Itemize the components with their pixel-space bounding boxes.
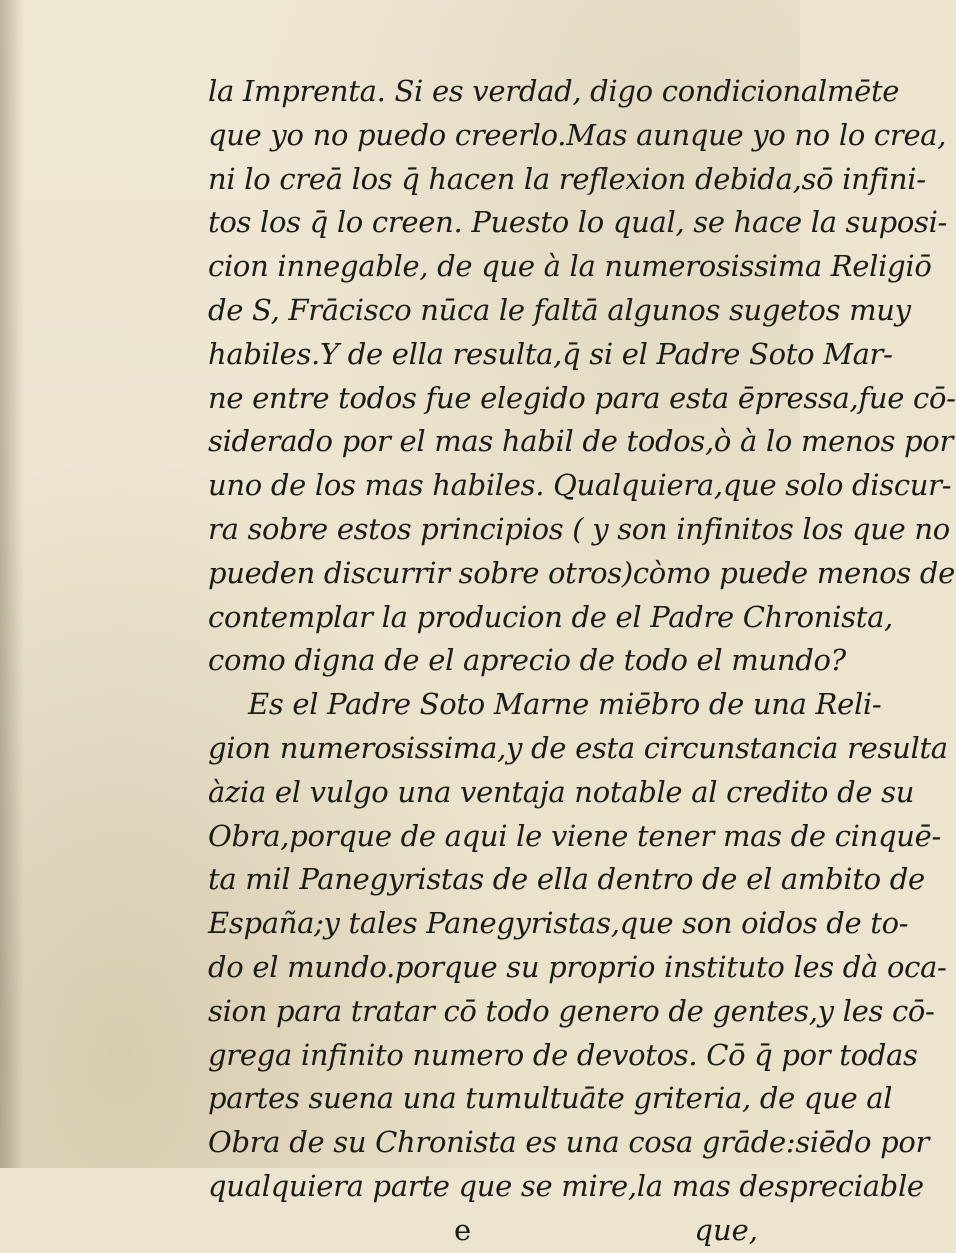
signature-mark: e: [454, 1212, 472, 1247]
text-line: tos los q̄ lo creen. Puesto lo qual, se hace la suposi-: [208, 205, 948, 240]
text-line: cion innegable, de que à la numerosissima Religiō: [208, 249, 932, 284]
text-line: gion numerosissima,y de esta circunstancia resulta: [208, 730, 948, 765]
text-line: habiles.Y de ella resulta,q̄ si el Padre Soto Mar-: [208, 336, 893, 371]
text-line: Obra de su Chronista es una cosa grāde:siēdo por: [208, 1125, 930, 1160]
paragraph-start-line: Es el Padre Soto Marne miēbro de una Reli-: [248, 687, 882, 722]
text-line: siderado por el mas habil de todos,ò à lo menos por: [208, 424, 954, 459]
text-line: de S, Frācisco nūca le faltā algunos sugetos muy: [208, 292, 911, 327]
text-line: ta mil Panegyristas de ella dentro de el ambito de: [208, 862, 925, 897]
text-line: sion para tratar cō todo genero de gentes,y les cō-: [208, 993, 935, 1028]
text-line: contemplar la producion de el Padre Chronista,: [208, 599, 893, 634]
body-text: [208, 70, 956, 1253]
text-line: Obra,porque de aqui le viene tener mas de cinquē-: [208, 818, 941, 853]
page-footer: [208, 1209, 768, 1253]
text-line: como digna de el aprecio de todo el mundo?: [208, 643, 846, 678]
text-line: uno de los mas habiles. Qualquiera,que solo discur-: [208, 468, 952, 503]
text-line: la Imprenta. Si es verdad, digo condicionalmēte: [208, 74, 900, 108]
text-line: que yo no puedo creerlo.Mas aunque yo no lo crea,: [208, 117, 947, 152]
catchword: que,: [694, 1212, 758, 1247]
text-line: grega infinito numero de devotos. Cō q̄ por todas: [208, 1037, 918, 1072]
text-line: España;y tales Panegyristas,que son oidos de to-: [208, 906, 909, 941]
text-line: ni lo creā los q̄ hacen la reflexion debida,sō infini-: [208, 161, 926, 196]
text-line: partes suena una tumultuāte griteria, de que al: [208, 1081, 893, 1116]
text-line: pueden discurrir sobre otros)còmo puede menos de: [208, 555, 955, 590]
text-line: ne entre todos fue elegido para esta ēpressa,fue cō-: [208, 380, 956, 415]
text-line: qualquiera parte que se mire,la mas despreciable: [208, 1168, 924, 1203]
text-line: àzia el vulgo una ventaja notable al credito de su: [208, 774, 915, 809]
text-line: do el mundo.porque su proprio instituto les dà oca-: [208, 949, 947, 984]
page-gutter-shadow: [0, 0, 24, 1168]
text-line: ra sobre estos principios ( y son infinitos los que no: [208, 511, 950, 546]
